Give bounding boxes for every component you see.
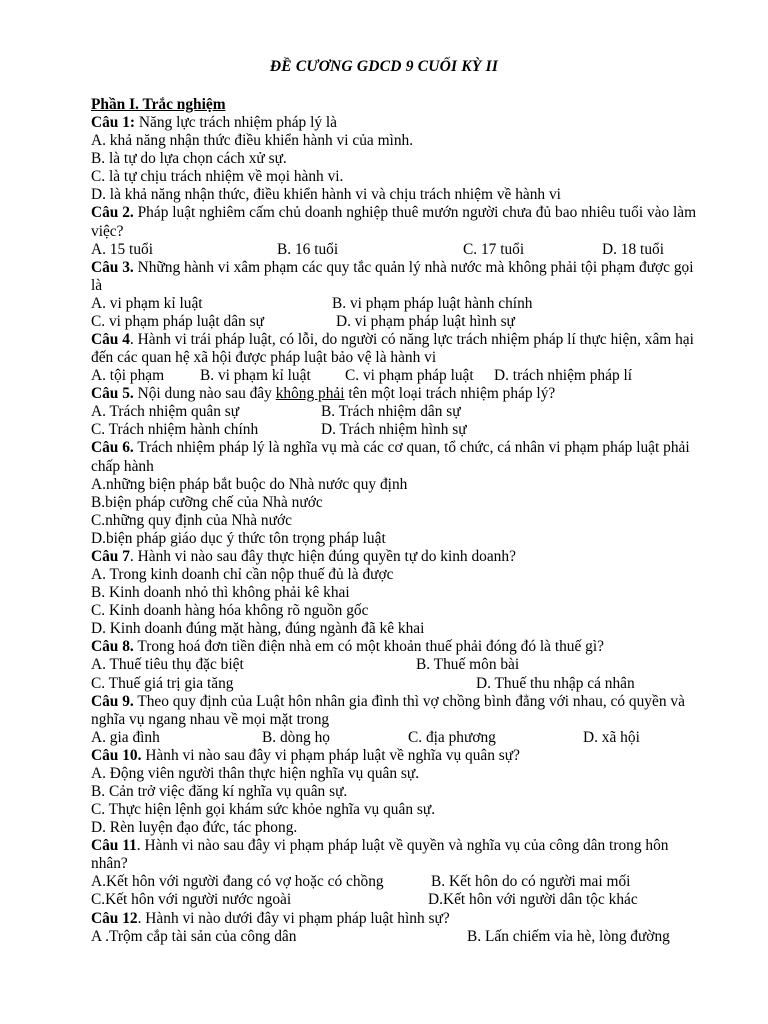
question-text: Năng lực trách nhiệm pháp lý là <box>135 114 337 132</box>
q8-option-c: C. Thuế giá trị gia tăng <box>91 674 234 692</box>
question-3 <box>91 259 697 295</box>
q5-options-row1 <box>91 403 697 421</box>
q4-option-c: C. vi phạm pháp luật <box>345 367 474 385</box>
question-8 <box>91 638 697 656</box>
q5-option-a: A. Trách nhiệm quân sự <box>91 403 240 421</box>
question-text: Nội dung nào sau đây <box>133 385 276 403</box>
q2-option-a: A. 15 tuổi <box>91 240 153 258</box>
q5-option-c: C. Trách nhiệm hành chính <box>91 421 259 439</box>
question-text: . Hành vi nào dưới đây vi phạm pháp luật hình sự? <box>137 909 450 927</box>
question-number: Câu 7 <box>91 547 130 565</box>
q2-options <box>91 241 697 259</box>
question-10 <box>91 747 697 765</box>
question-number: Câu 10. <box>91 746 142 764</box>
question-number: Câu 11 <box>91 837 137 855</box>
q10-option-a: A. Động viên người thân thực hiện nghĩa vụ quân sự. <box>91 764 420 782</box>
question-2 <box>91 204 697 240</box>
q2-option-c: C. 17 tuổi <box>463 240 525 258</box>
q9-option-b: B. dòng họ <box>262 728 330 746</box>
question-number: Câu 9. <box>91 692 134 710</box>
question-number: Câu 3. <box>91 258 134 276</box>
q3-option-b: B. vi phạm pháp luật hành chính <box>332 294 533 312</box>
q10-option-d: D. Rèn luyện đạo đức, tác phong. <box>91 819 298 837</box>
q11-option-c: C.Kết hôn với người nước ngoài <box>91 891 292 909</box>
question-number: Câu 6. <box>91 439 134 457</box>
question-text: Pháp luật nghiêm cấm chủ doanh nghiệp thuê mướn người chưa đủ bao nhiêu tuổi vào làm việc? <box>91 204 697 240</box>
q9-options <box>91 729 697 747</box>
q8-options-row1 <box>91 656 697 674</box>
q1-option-a: A. khả năng nhận thức điều khiển hành vi của mình. <box>91 132 414 150</box>
q7-option-b: B. Kinh doanh nhỏ thì không phải kê khai <box>91 584 350 602</box>
q6-option-a: A.những biện pháp bắt buộc do Nhà nước quy định <box>91 475 408 493</box>
question-number: Câu 12 <box>91 909 138 927</box>
question-1 <box>91 114 697 132</box>
question-number: Câu 8. <box>91 638 134 656</box>
question-number: Câu 4 <box>91 331 130 349</box>
q5-option-b: B. Trách nhiệm dân sự <box>321 403 461 421</box>
q8-options-row2 <box>91 675 697 693</box>
q6-option-c: C.những quy định của Nhà nước <box>91 511 292 529</box>
question-number: Câu 1: <box>91 114 136 132</box>
question-5 <box>91 385 697 403</box>
q11-option-b: B. Kết hôn do có người mai mối <box>431 873 631 891</box>
question-text: . Hành vi trái pháp luật, có lỗi, do người có năng lực trách nhiệm pháp lí thực hiện, xâm hại đến các quan hệ xã hội được pháp luật bảo vệ là hành vi <box>91 331 694 367</box>
q9-option-a: A. gia đình <box>91 728 160 746</box>
q8-option-b: B. Thuế môn bài <box>416 656 520 674</box>
q3-options-row2 <box>91 313 697 331</box>
q8-option-d: D. Thuế thu nhập cá nhân <box>476 674 635 692</box>
q11-option-d: D.Kết hôn với người dân tộc khác <box>428 891 638 909</box>
q12-option-b: B. Lấn chiếm vỉa hè, lòng đường <box>467 927 670 945</box>
q9-option-c: C. địa phương <box>408 728 496 746</box>
question-12 <box>91 910 697 928</box>
question-9 <box>91 693 697 729</box>
section-title: Phần I. Trắc nghiệm <box>91 96 226 113</box>
question-text: Hành vi nào sau đây vi phạm pháp luật về nghĩa vụ quân sự? <box>141 746 520 764</box>
q11-options-row2 <box>91 891 697 909</box>
question-text-underlined: không phải <box>275 385 345 403</box>
q7-option-a: A. Trong kinh doanh chỉ cần nộp thuế đủ là được <box>91 566 394 584</box>
q2-option-d: D. 18 tuổi <box>602 240 664 258</box>
question-text: Trách nhiệm pháp lý là nghĩa vụ mà các cơ quan, tổ chức, cá nhân vi phạm pháp luật phải chấp hành <box>91 439 690 475</box>
question-number: Câu 2. <box>91 204 134 222</box>
q6-option-d: D.biện pháp giáo dục ý thức tôn trọng pháp luật <box>91 529 386 547</box>
q4-option-b: B. vi phạm kỉ luật <box>200 367 311 385</box>
q10-option-c: C. Thực hiện lệnh gọi khám sức khỏe nghĩa vụ quân sự. <box>91 801 436 819</box>
q7-option-d: D. Kinh doanh đúng mặt hàng, đúng ngành đã kê khai <box>91 620 425 638</box>
q9-option-d: D. xã hội <box>583 728 640 746</box>
question-7 <box>91 548 697 566</box>
q8-option-a: A. Thuế tiêu thụ đặc biệt <box>91 656 244 674</box>
question-text: . Hành vi nào sau đây thực hiện đúng quyền tự do kinh doanh? <box>129 547 516 565</box>
q7-option-c: C. Kinh doanh hàng hóa không rõ nguồn gốc <box>91 602 369 620</box>
q3-options-row1 <box>91 295 697 313</box>
q11-options-row1 <box>91 873 697 891</box>
q6-option-b: B.biện pháp cưỡng chế của Nhà nước <box>91 493 323 511</box>
question-text: Trong hoá đơn tiền điện nhà em có một khoản thuế phải đóng đó là thuế gì? <box>133 638 604 656</box>
q5-option-d: D. Trách nhiệm hình sự <box>321 421 467 439</box>
q5-options-row2 <box>91 421 697 439</box>
q2-option-b: B. 16 tuổi <box>277 240 339 258</box>
question-6 <box>91 439 697 475</box>
question-number: Câu 5. <box>91 385 134 403</box>
q10-option-b: B. Cản trở việc đăng kí nghĩa vụ quân sự. <box>91 782 348 800</box>
question-text: tên một loại trách nhiệm pháp lý? <box>344 385 556 403</box>
q11-option-a: A.Kết hôn với người đang có vợ hoặc có chồng <box>91 873 384 891</box>
document-body <box>91 96 697 946</box>
question-4 <box>91 331 697 367</box>
q3-option-d: D. vi phạm pháp luật hình sự <box>336 312 515 330</box>
q12-options-row1 <box>91 928 697 946</box>
q1-option-d: D. là khả năng nhận thức, điều khiển hành vi và chịu trách nhiệm về hành vi <box>91 186 561 204</box>
question-text: Theo quy định của Luật hôn nhân gia đình thì vợ chồng bình đẳng với nhau, có quyền và nghĩa vụ ngang nhau về mọi mặt trong <box>91 692 685 728</box>
q4-option-d: D. trách nhiệm pháp lí <box>494 367 633 385</box>
q4-options <box>91 367 697 385</box>
question-11 <box>91 837 697 873</box>
q1-option-c: C. là tự chịu trách nhiệm về mọi hành vi. <box>91 168 344 186</box>
question-text: Những hành vi xâm phạm các quy tắc quản lý nhà nước mà không phải tội phạm được gọi là <box>91 258 694 294</box>
q4-option-a: A. tội phạm <box>91 367 165 385</box>
q3-option-c: C. vi phạm pháp luật dân sự <box>91 312 264 330</box>
page-title: ĐỀ CƯƠNG GDCD 9 CUỐI KỲ II <box>269 58 499 75</box>
q3-option-a: A. vi phạm kỉ luật <box>91 294 203 312</box>
q12-option-a: A .Trộm cắp tài sản của công dân <box>91 927 297 945</box>
question-text: . Hành vi nào sau đây vi phạm pháp luật về quyền và nghĩa vụ của công dân trong hôn nhân? <box>91 837 669 873</box>
q1-option-b: B. là tự do lựa chọn cách xử sự. <box>91 150 287 168</box>
